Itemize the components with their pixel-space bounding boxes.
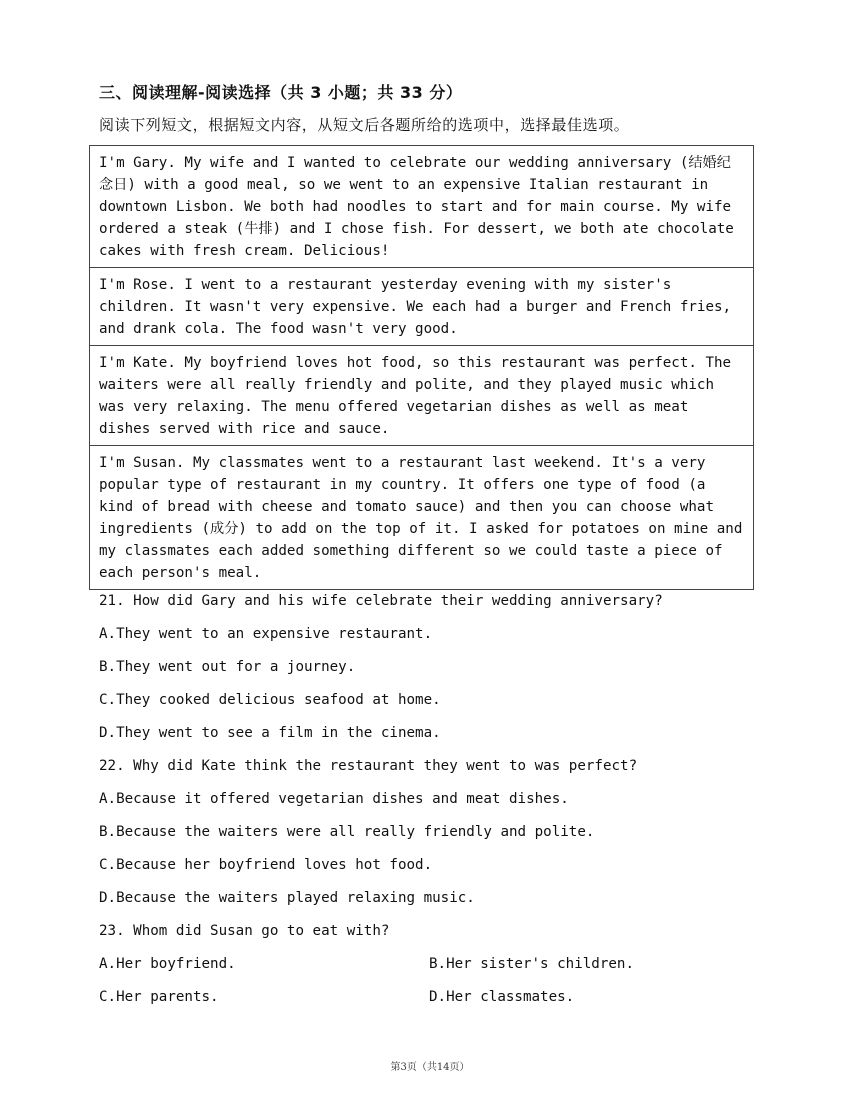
question-23-option-b: B.Her sister's children. <box>429 956 634 972</box>
question-23-option-d: D.Her classmates. <box>429 989 575 1005</box>
passage-rose: I'm Rose. I went to a restaurant yesterday evening with my sister's children. It wasn't very expensive. We each had a burger and French fries, and drank cola. The food wasn't very good. <box>90 268 753 346</box>
passage-table <box>89 145 754 590</box>
section-title: 三、阅读理解-阅读选择（共 3 小题；共 33 分） <box>99 83 463 102</box>
question-23-option-c: C.Her parents. <box>99 989 219 1005</box>
question-22-option-a: A.Because it offered vegetarian dishes and meat dishes. <box>99 791 569 807</box>
question-21-option-b: B.They went out for a journey. <box>99 659 356 675</box>
question-22-stem: 22. Why did Kate think the restaurant they went to was perfect? <box>99 758 638 774</box>
question-22-option-b: B.Because the waiters were all really friendly and polite. <box>99 824 595 840</box>
question-21-option-a: A.They went to an expensive restaurant. <box>99 626 433 642</box>
page-number-footer: 第3页（共14页） <box>390 1062 470 1073</box>
question-23-options-row-2 <box>99 986 759 1019</box>
instruction-text: 阅读下列短文，根据短文内容，从短文后各题所给的选项中，选择最佳选项。 <box>99 116 630 134</box>
question-23-options-row-1 <box>99 953 759 986</box>
question-23-option-a: A.Her boyfriend. <box>99 956 236 972</box>
question-22-option-d: D.Because the waiters played relaxing music. <box>99 890 475 906</box>
question-list <box>99 590 759 1019</box>
passage-kate: I'm Kate. My boyfriend loves hot food, so this restaurant was perfect. The waiters were all really friendly and polite, and they played music which was very relaxing. The menu offered vegetarian dishes as well as meat dishes served with rice and sauce. <box>90 346 753 446</box>
passage-gary: I'm Gary. My wife and I wanted to celebrate our wedding anniversary (结婚纪念日) with a good meal, so we went to an expensive Italian restaurant in downtown Lisbon. We both had noodles to start and for main course. My wife ordered a steak (牛排) and I chose fish. For dessert, we both ate chocolate cakes with fresh cream. Delicious! <box>90 146 753 268</box>
question-21-stem: 21. How did Gary and his wife celebrate their wedding anniversary? <box>99 593 663 609</box>
question-23-stem: 23. Whom did Susan go to eat with? <box>99 923 390 939</box>
question-21-option-c: C.They cooked delicious seafood at home. <box>99 692 441 708</box>
question-22-option-c: C.Because her boyfriend loves hot food. <box>99 857 433 873</box>
passage-susan: I'm Susan. My classmates went to a restaurant last weekend. It's a very popular type of restaurant in my country. It offers one type of food (a kind of bread with cheese and tomato sauce) and then you can choose what ingredients (成分) to add on the top of it. I asked for potatoes on mine and my classmates each added something different so we could taste a piece of each person's meal. <box>90 446 753 590</box>
question-21-option-d: D.They went to see a film in the cinema. <box>99 725 441 741</box>
